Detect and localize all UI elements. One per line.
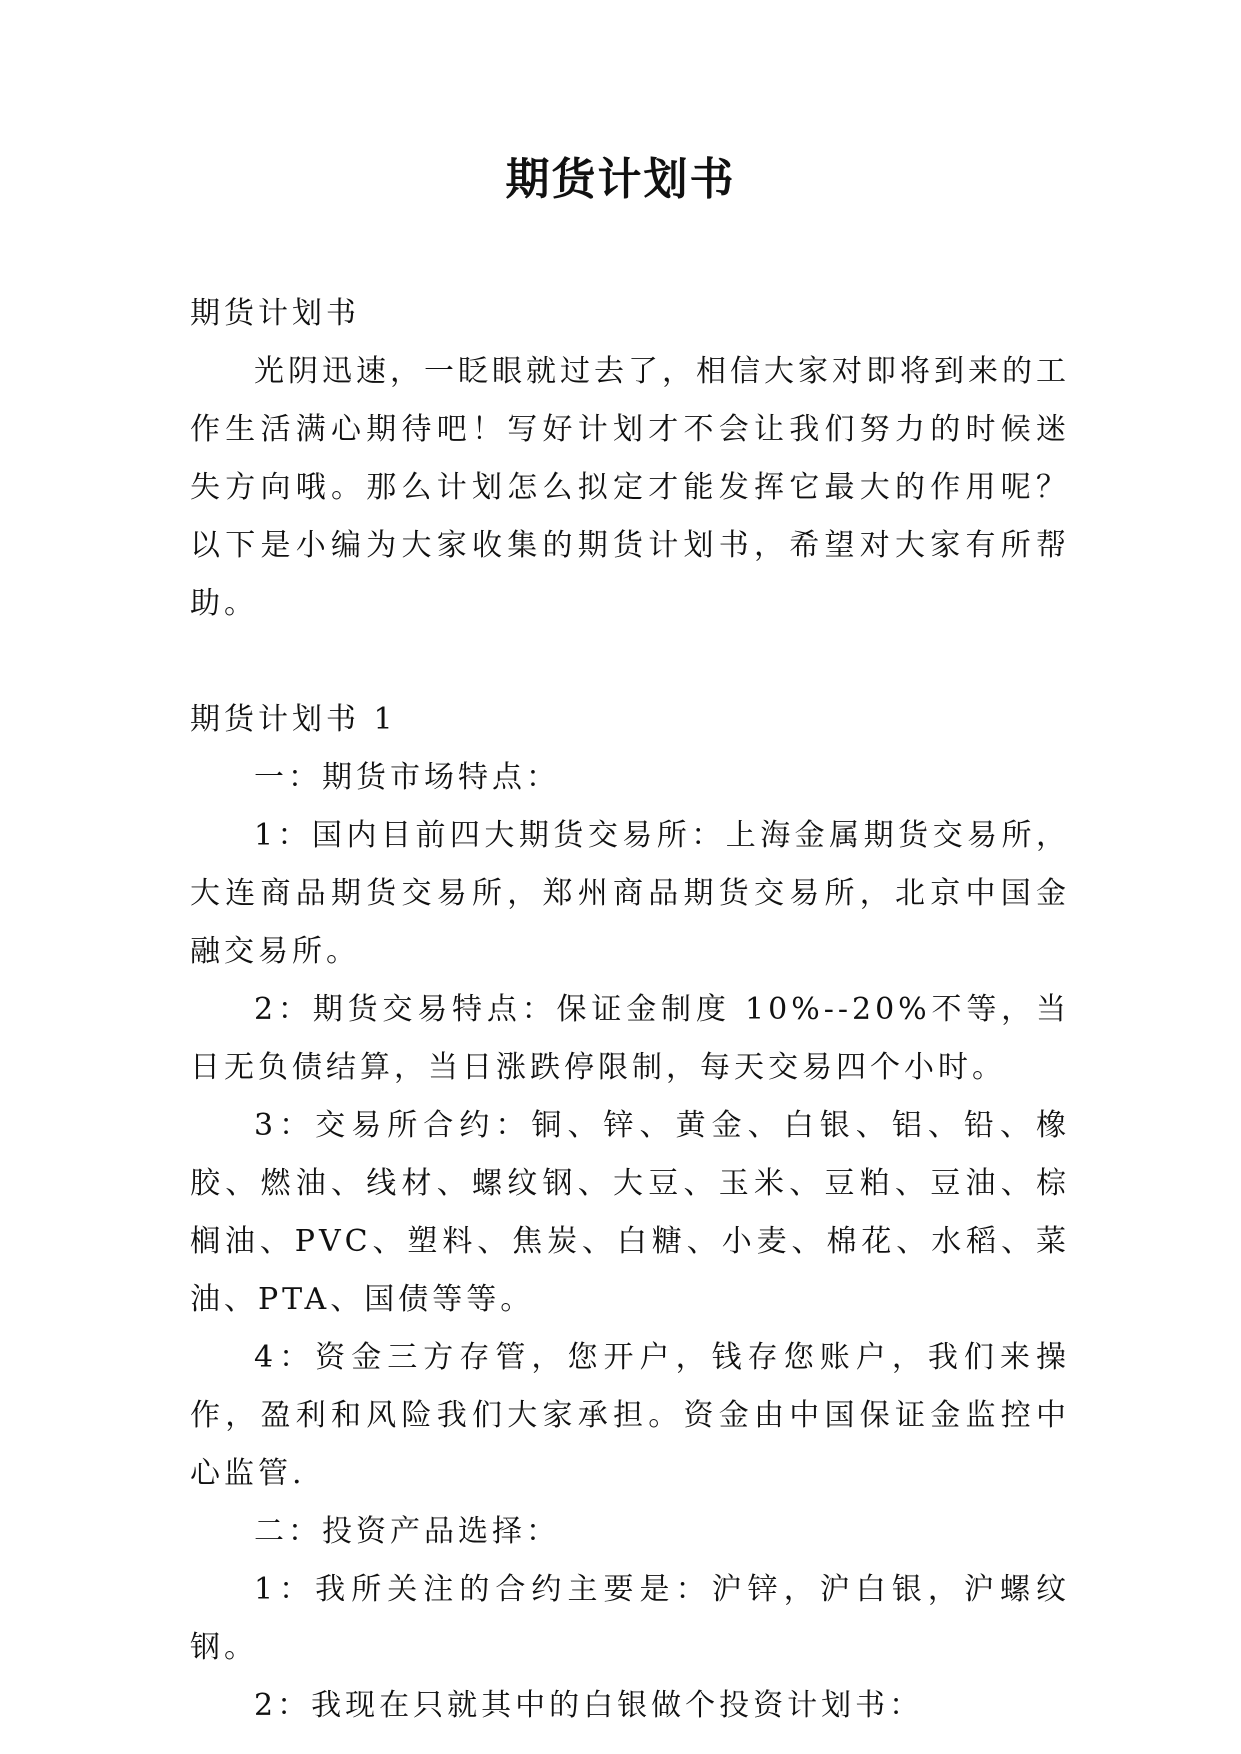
paragraph: 光阴迅速，一眨眼就过去了，相信大家对即将到来的工作生活满心期待吧！写好计划才不会让我们努力的时候迷失方向哦。那么计划怎么拟定才能发挥它最大的作用呢？以下是小编为大家收集的期货计划书，希望对大家有所帮助。: [190, 354, 1070, 621]
paragraph: 4：资金三方存管，您开户，钱存您账户，我们来操作，盈利和风险我们大家承担。资金由中国保证金监控中心监管.: [190, 1340, 1070, 1491]
paragraph: 1：国内目前四大期货交易所：上海金属期货交易所，大连商品期货交易所，郑州商品期货交易所，北京中国金融交易所。: [190, 818, 1070, 969]
document-body: [190, 285, 1070, 1735]
paragraph: 3：交易所合约：铜、锌、黄金、白银、铝、铅、橡胶、燃油、线材、螺纹钢、大豆、玉米、豆粕、豆油、棕榈油、PVC、塑料、焦炭、白糖、小麦、棉花、水稻、菜油、PTA、国债等等。: [190, 1108, 1070, 1317]
paragraph: 期货计划书 1: [190, 702, 397, 737]
paragraph: 一：期货市场特点：: [254, 760, 560, 795]
paragraph: 1：我所关注的合约主要是：沪锌，沪白银，沪螺纹钢。: [190, 1572, 1070, 1665]
document-title: 期货计划书: [505, 154, 736, 205]
paragraph: 二：投资产品选择：: [254, 1514, 560, 1549]
paragraph: 期货计划书: [190, 296, 360, 331]
paragraph: 2：期货交易特点：保证金制度 10%--20%不等，当日无负债结算，当日涨跌停限制，每天交易四个小时。: [190, 992, 1070, 1085]
paragraph: 2：我现在只就其中的白银做个投资计划书：: [254, 1688, 924, 1723]
